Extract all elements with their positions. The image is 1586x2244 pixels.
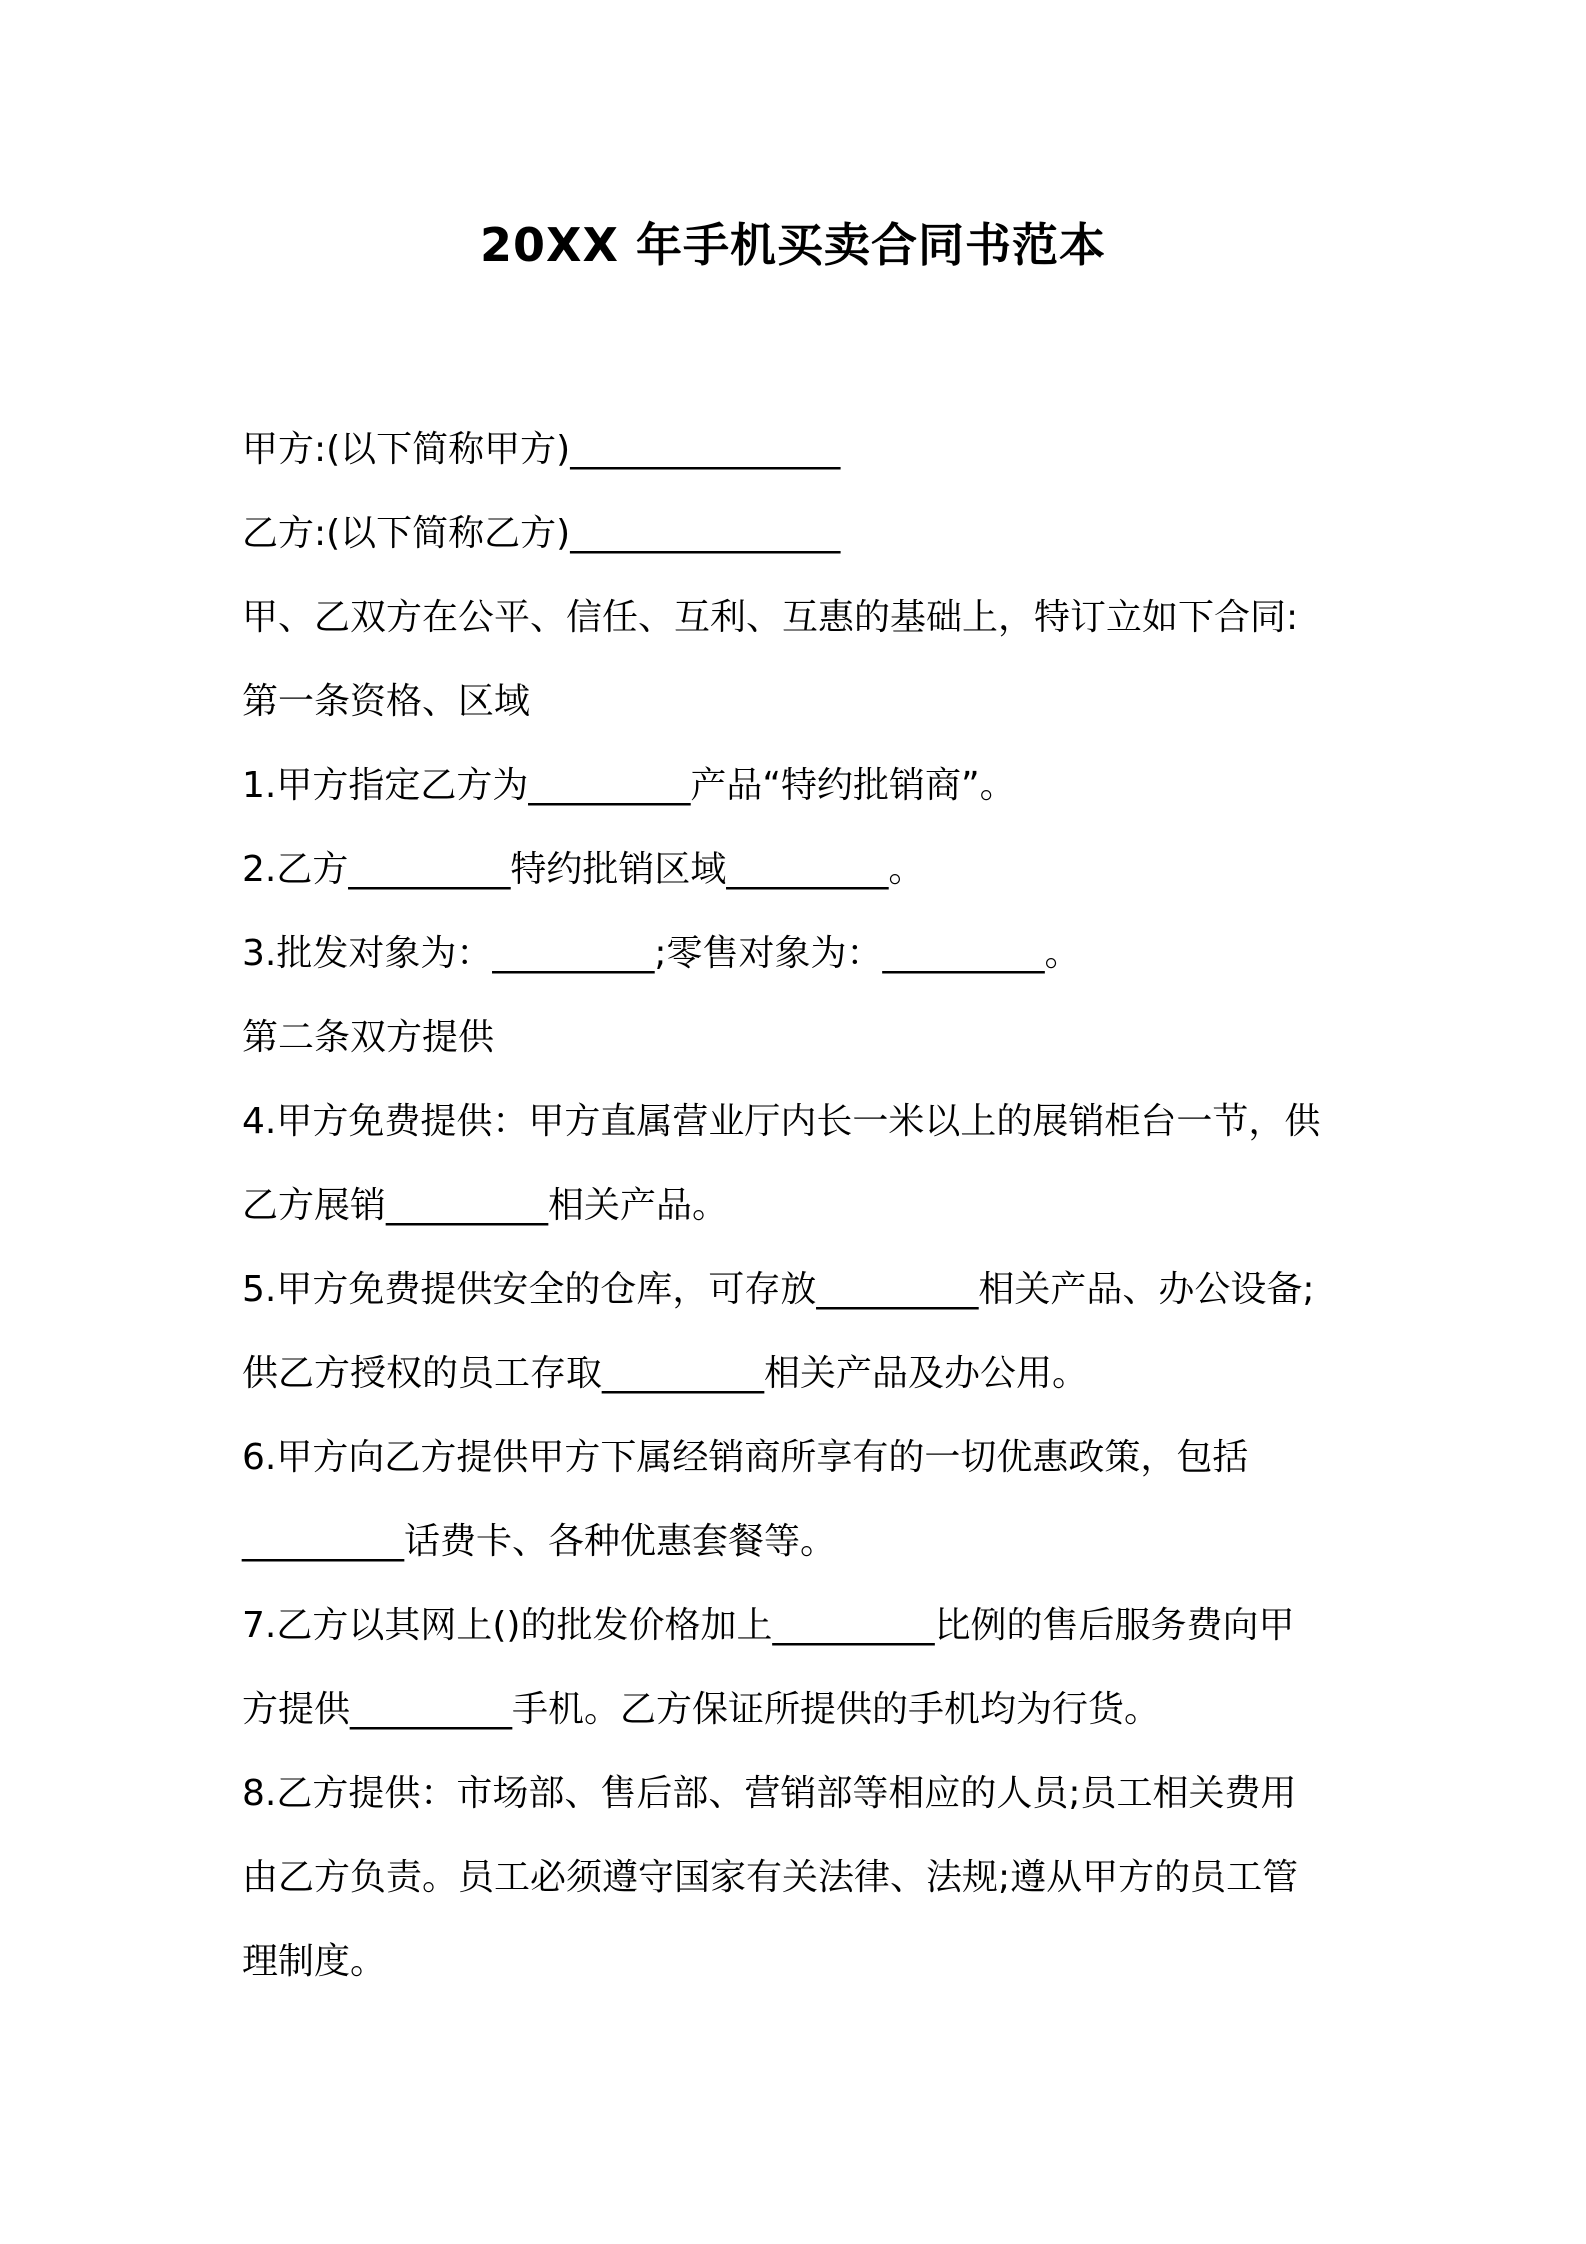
party-a-line: 甲方:(以下简称甲方)_______________	[242, 429, 841, 470]
clause-7-line-1: 7.乙方以其网上()的批发价格加上_________比例的售后服务费向甲	[242, 1605, 1295, 1646]
clause-8-line-1: 8.乙方提供：市场部、售后部、营销部等相应的人员;员工相关费用	[242, 1773, 1297, 1814]
contract-body	[242, 408, 1362, 2004]
document-title: 20XX 年手机买卖合同书范本	[480, 218, 1106, 272]
clause-6-line-1: 6.甲方向乙方提供甲方下属经销商所享有的一切优惠政策，包括	[242, 1437, 1249, 1478]
clause-1: 1.甲方指定乙方为_________产品“特约批销商”。	[242, 765, 1016, 806]
clause-6-line-2: _________话费卡、各种优惠套餐等。	[242, 1521, 837, 1562]
article-2-heading: 第二条双方提供	[242, 1017, 495, 1058]
clause-7-line-2: 方提供_________手机。乙方保证所提供的手机均为行货。	[242, 1689, 1161, 1730]
article-1-heading: 第一条资格、区域	[242, 681, 531, 722]
clause-5-line-2: 供乙方授权的员工存取_________相关产品及办公用。	[242, 1353, 1089, 1394]
preamble: 甲、乙双方在公平、信任、互利、互惠的基础上，特订立如下合同:	[242, 597, 1299, 638]
clause-8-line-3: 理制度。	[242, 1941, 387, 1982]
clause-5-line-1: 5.甲方免费提供安全的仓库，可存放_________相关产品、办公设备;	[242, 1269, 1315, 1310]
clause-3: 3.批发对象为：_________;零售对象为：_________。	[242, 933, 1081, 974]
clause-2: 2.乙方_________特约批销区域_________。	[242, 849, 925, 890]
clause-8-line-2: 由乙方负责。员工必须遵守国家有关法律、法规;遵从甲方的员工管	[242, 1857, 1299, 1898]
party-b-line: 乙方:(以下简称乙方)_______________	[242, 513, 841, 554]
clause-4-line-1: 4.甲方免费提供：甲方直属营业厅内长一米以上的展销柜台一节，供	[242, 1101, 1321, 1142]
clause-4-line-2: 乙方展销_________相关产品。	[242, 1185, 729, 1226]
